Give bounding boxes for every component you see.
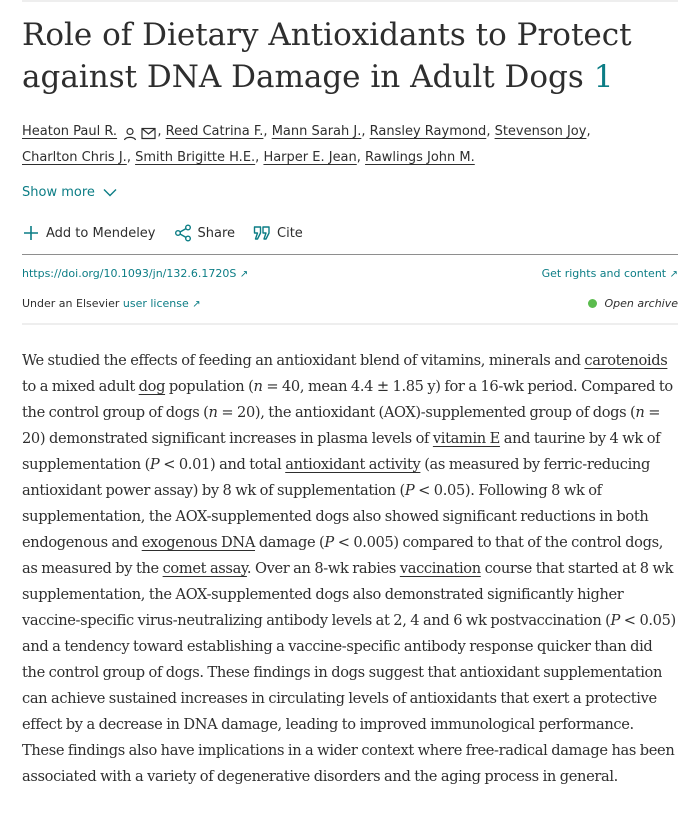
share-button[interactable] — [174, 224, 236, 242]
external-link-icon: ↗ — [192, 299, 201, 310]
top-divider — [22, 0, 678, 2]
topic-link-antioxidant-activity[interactable]: antioxidant activity — [285, 456, 421, 473]
share-icon — [174, 224, 192, 242]
author-link[interactable]: Rawlings John M. — [365, 150, 475, 165]
author-link[interactable]: Reed Catrina F. — [165, 124, 264, 139]
author-link[interactable]: Ransley Raymond — [369, 124, 487, 139]
author-link[interactable]: Heaton Paul R. — [22, 124, 118, 139]
user-license-link[interactable]: user license ↗ — [122, 297, 201, 310]
author-link[interactable]: Smith Brigitte H.E. — [135, 150, 256, 165]
external-link-icon: ↗ — [669, 269, 678, 280]
abstract-text: We studied the effects of feeding an antioxidant blend of vitamins, minerals and carotenoids to a mixed adult dog population (n = 40, mean 4.4 ± 1.85 y) for a 16-wk period. Compared to the control group of dogs (n = 20), the antioxidant (AOX)-supplemented group of dogs (n = 20) demonstrated significant increases in plasma levels of vitamin E and taurine by 4 wk of supplementation (P < 0.01) and total antioxidant activity (as measured by ferric-reducing antioxidant power assay) by 8 wk of supplementation (P < 0.05). Following 8 wk of supplementation, the AOX-supplemented dogs also showed significant reductions in both endogenous and exogenous DNA damage (P < 0.005) compared to that of the control dogs, as measured by the comet assay. Over an 8-wk rabies vaccination course that started at 8 wk supplementation, the AOX-supplemented dogs also demonstrated significantly higher vaccine-specific virus-neutralizing antibody levels at 2, 4 and 6 wk postvaccination (P < 0.05) and a tendency toward establishing a vaccine-specific antibody response quicker than did the control group of dogs. These findings in dogs suggest that antioxidant supplementation can achieve sustained increases in circulating levels of antioxidants that exert a protective effect by a decrease in DNA damage, leading to improved immunological performance. These findings also have implications in a wider context where free-radical damage has been associated with a variety of degenerative disorders and the aging process in general. — [22, 352, 676, 785]
author-link[interactable]: Mann Sarah J. — [271, 124, 362, 139]
share-label: Share — [197, 225, 236, 241]
author-list: Heaton Paul R. , Reed Catrina F., Mann Sarah J., Ransley Raymond, Stevenson Joy, Charlton Chris J., Smith Brigitte H.E., Harper E. Jean, Rawlings John M. — [22, 124, 591, 165]
chevron-down-icon — [103, 188, 117, 197]
doi-link[interactable]: https://doi.org/10.1093/jn/132.6.1720S ↗ — [22, 267, 249, 280]
topic-link-exogenous-dna[interactable]: exogenous DNA — [141, 534, 256, 551]
author-link[interactable]: Stevenson Joy — [494, 124, 587, 139]
open-archive-badge: Open archive — [588, 297, 679, 310]
email-icon[interactable] — [141, 127, 157, 140]
topic-link-comet-assay[interactable]: comet assay — [162, 560, 247, 577]
add-to-mendeley-label: Add to Mendeley — [46, 225, 156, 241]
cite-label: Cite — [277, 225, 303, 241]
quote-icon — [253, 225, 271, 241]
rights-and-content-link[interactable]: Get rights and content ↗ — [541, 267, 678, 280]
article-actions — [22, 224, 303, 242]
author-link[interactable]: Harper E. Jean — [263, 150, 357, 165]
divider — [22, 323, 678, 325]
topic-link-vitamin-e[interactable]: vitamin E — [432, 430, 500, 447]
show-more-label: Show more — [22, 185, 95, 200]
show-more-button[interactable] — [22, 185, 117, 200]
topic-link-vaccination[interactable]: vaccination — [399, 560, 481, 577]
divider — [22, 254, 678, 255]
topic-link-carotenoids[interactable]: carotenoids — [584, 352, 668, 369]
license-info: Under an Elsevier user license ↗ — [22, 297, 201, 310]
person-icon[interactable] — [123, 127, 137, 141]
author-link[interactable]: Charlton Chris J. — [22, 150, 127, 165]
title-footnote-link[interactable]: 1 — [593, 59, 614, 95]
cite-button[interactable] — [253, 224, 303, 242]
author-contact-icons — [123, 122, 157, 146]
external-link-icon: ↗ — [239, 269, 249, 280]
article-title: Role of Dietary Antioxidants to Protect against DNA Damage in Adult Dogs 1 — [22, 17, 632, 95]
open-access-dot-icon — [588, 299, 597, 308]
add-to-mendeley-button[interactable] — [22, 224, 156, 242]
topic-link-dog[interactable]: dog — [138, 378, 166, 395]
plus-icon — [22, 224, 40, 242]
